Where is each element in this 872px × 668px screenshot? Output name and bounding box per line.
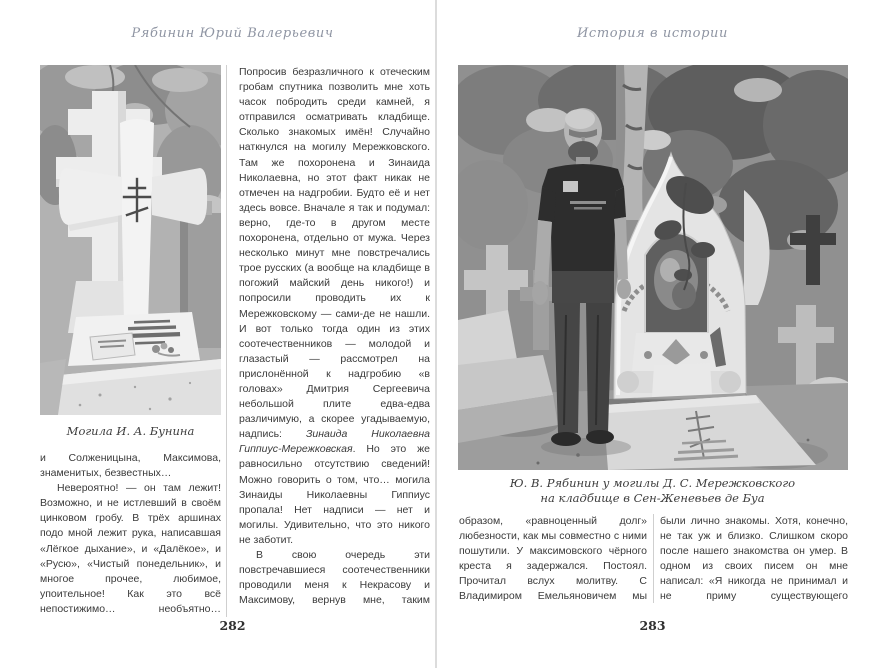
gravestone-base <box>68 312 200 366</box>
page-number-left: 282 <box>219 618 246 633</box>
right-page-column-left-text: образом, «равноценный долг» любезности, как мы совместно с ними пошутили. У максимовского чёрного креста я задержался. Постоял. Прочитал вслух молитву. С Владимиром Емельяновичем мы <box>459 515 647 602</box>
right-page-column-right-text: были лично знакомы. Хотя, конечно, не так уж и близко. Слишком скоро после нашего знакомства он умер. В одном из своих писем он мне написал: «Я никогда не принимал и не приму существующего <box>660 515 848 602</box>
running-head-left: Рябинин Юрий Валерьевич <box>131 26 334 41</box>
tshirt-logo <box>563 181 578 192</box>
left-page-column-left-text: и Солженицына, Максимова, знаменитых, безвестных… Невероятно! — он там лежит! Возможно, и не истлевший в своём цинковом гробу. В трёх аршинах подо мной лежит рука, написавшая «Лёгкое дыхание», и «Далёкое», и «Русю», «Чистый понедельник», и многое прочее, любимое, упоительное! Как это всё непостижимо… необъятно… <box>40 452 221 615</box>
running-head-right: История в истории <box>577 26 728 41</box>
bunin-grave-photo <box>40 65 221 415</box>
left-page-photo-column <box>40 65 221 617</box>
column-rule-left-page <box>226 65 227 617</box>
photo-caption-bunin: Могила И. А. Бунина <box>66 424 195 438</box>
caption-line-2: на кладбище в Сен-Женевьев де Буа <box>540 491 765 505</box>
left-page-columns <box>40 65 430 617</box>
page-gutter-divider <box>435 0 437 668</box>
column-rule-right-page <box>653 514 654 603</box>
page-number-right: 283 <box>639 618 666 633</box>
left-page-column-right-text: Попросив безразличного к отеческим гробам спутника позволить мне хоть часок побродить среди камней, я отправился осматривать кладбище. Сколько знакомых имён! Случайно наткнулся на могилу Мережковского. Там же похоронена и Зинаида Николаевна, но этот факт никак не отмечен на надгробии. Будто её и нет здесь вовсе. Вначале я так и подумал: верно, где-то в другом месте похоронена, отдельно от мужа. Через несколько минут мне повстречались трое русских (а вообще на кладбище в погожий майский день никого!) и попросили проводить их к Мережковскому — сами-де не нашли. И вот только тогда один из этих соотечественников — молодой и глазастый — рассмотрел на прислонённой к надгробию «в головах» Дмитрия Сергеевича небольшой плите едва-едва различимую, а скорее угадываемую, надпись: Зинаида Николаевна Гиппиус-Мережковская. Но это же равносильно отсутствию сведений! Можно говорить о том, что… могила Зинаиды Николаевны Гиппиус пропала! Нет надписи — нет и могилы. Удивительно, что это никого не заботит. В свою очередь эти повстречавшиеся соотечественники проводили меня к Некрасову и Максимову, вернув мне, таким <box>239 66 430 607</box>
caption-line-1: Ю. В. Рябинин у могилы Д. С. Мережковского <box>509 476 796 490</box>
photo-caption-merezhkovsky <box>455 476 850 506</box>
right-page-columns <box>459 514 849 603</box>
page-left <box>40 0 430 668</box>
page-right <box>455 0 850 668</box>
merezhkovsky-grave-photo <box>458 65 848 470</box>
